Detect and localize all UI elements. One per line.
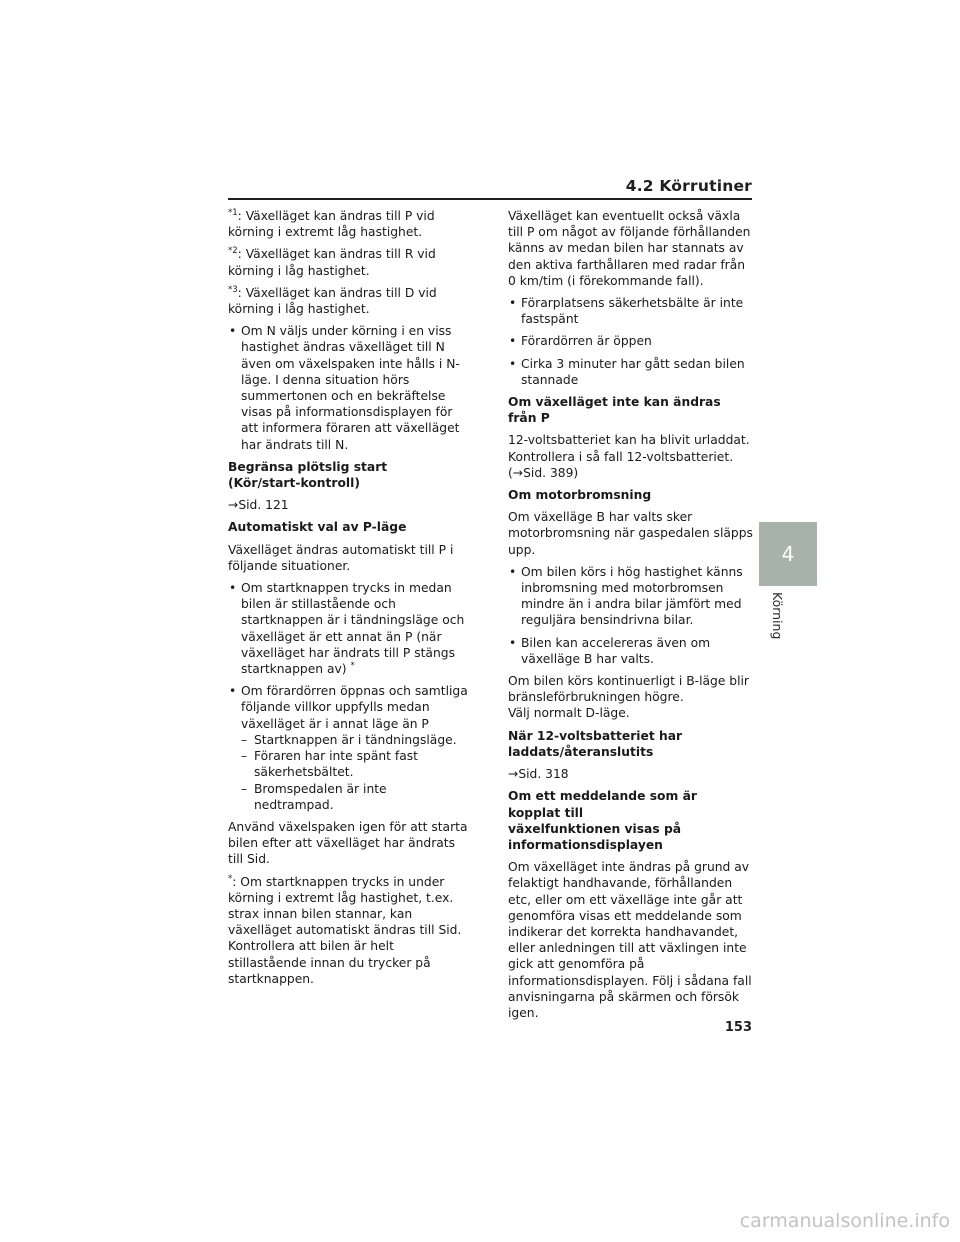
bullet-three-minutes: • Cirka 3 minuter har gått sedan bilen stannade [508,356,753,388]
battery-paragraph [508,432,753,481]
b-mode-paragraph [508,673,753,722]
engine-brake-intro: Om växelläge B har valts sker motorbromsning när gaspedalen släpps upp. [508,510,753,557]
heading-recharged [508,728,753,760]
ref-page-318-label: Sid. 318 [518,767,569,782]
dash-list [241,732,468,813]
ref-page-121-label: Sid. 121 [238,498,289,513]
bullet-door-open: • Förardörren är öppen [508,333,753,349]
heading-cannot-change: Om växelläget inte kan ändras från P [508,395,721,426]
heading-engine-brake: Om motorbromsning [508,488,652,503]
right-column [508,208,753,1027]
heading-message-line2: växelfunktionen visas på [508,821,682,836]
note-mark: * [228,873,233,884]
footnote-3-mark: *3 [228,284,238,295]
heading-start-control [228,459,468,491]
left-column [228,208,468,993]
heading-message [508,788,753,853]
b-mode-line2: Välj normalt D-läge. [508,706,630,721]
use-lever-text: Använd växelspaken igen för att starta bilen efter att växelläget har ändrats till Sid. [228,819,468,867]
message-text: Om växelläget inte ändras på grund av felaktigt handhavande, förhållanden etc, eller om ett växelläge inte går att genomföra visas ett meddelande som indikerar det korrekta handhavandet, eller anledningen till att växlingen inte gick att genomföra på informationsdisplayen. Följ i sådana fall anvisningarna på skärmen och försök igen. [508,860,752,1020]
footnote-1-text: : Växelläget kan ändras till P vid körning i extremt låg hastighet. [228,209,435,240]
bullet-accelerate: • Bilen kan accelereras även om växelläge B har valts. [508,635,753,667]
heading-start-line2: (Kör/start-kontroll) [228,476,360,491]
right-intro: Växelläget kan eventuellt också växla till P om något av följande förhållanden känns av medan bilen har stannats av den aktiva farthållaren med radar från 0 km/tim (i förekommande fall). [508,209,751,288]
footnote-2 [228,246,468,278]
bullet-start-button [228,580,468,677]
watermark: carmanualsonline.info [739,1210,950,1232]
bullet-high-speed: • Om bilen körs i hög hastighet känns inbromsning med motorbromsen mindre än i andra bilar jämfört med reguljära bensindrivna bilar. [508,564,753,629]
footnote-2-text: : Växelläget kan ändras till R vid körning i låg hastighet. [228,247,436,278]
note-text: : Om startknappen trycks in under körning i extremt låg hastighet, t.ex. strax innan bilen stannar, kan växelläget automatiskt ändras till Sid. Kontrollera att bilen är helt stillastående innan du trycker på startknappen. [228,874,462,986]
bullet-neutral: • Om N väljs under körning i en viss hastighet ändras växelläget till N även om växelspaken inte hålls i N-läge. I denna situation hörs summertonen och en bekräftelse visas på informationsdisplayen för att informera föraren att växelläget har ändrats till N. [228,323,468,453]
b-mode-line1: Om bilen körs kontinuerligt i B-läge blir bränsleförbrukningen högre. [508,674,749,705]
heading-auto-p: Automatiskt val av P-läge [228,520,407,535]
footnote-3 [228,285,468,317]
ref-page-318[interactable] [508,766,753,782]
chapter-label: Körning [770,592,785,640]
footnote-2-mark: *2 [228,246,238,257]
chapter-number: 4 [781,542,795,566]
ref-page-389[interactable]: (→Sid. 389) [508,465,579,480]
footnote-3-text: : Växelläget kan ändras till D vid körning i låg hastighet. [228,285,437,317]
bullet-start-text: Om startknappen trycks in medan bilen är stillastående och startknappen är i tändningsläge och växelläget är ett annat än P (när växelläget har ändrats till P stängs startknappen av) [241,581,465,677]
bullet-seatbelt: • Förarplatsens säkerhetsbälte är inte fastspänt [508,295,753,327]
dash-item: – Föraren har inte spänt fast säkerhetsbältet. [241,748,468,780]
auto-p-intro: Växelläget ändras automatiskt till P i följande situationer. [228,542,454,573]
page-number: 153 [724,1020,752,1035]
heading-recharged-line1: När 12-voltsbatteriet har [508,728,683,743]
chapter-tab [759,522,817,586]
dash-item: – Startknappen är i tändningsläge. [241,732,468,748]
dash-item: – Bromspedalen är inte nedtrampad. [241,781,468,813]
footnote-1-mark: *1 [228,208,238,218]
bullet-start-mark: * [350,661,355,672]
arrow-right-icon: → [508,767,519,782]
heading-start-line1: Begränsa plötslig start [228,459,388,474]
ref-page-121[interactable] [228,497,468,513]
note-start-button [228,874,468,987]
battery-text: 12-voltsbatteriet kan ha blivit urladdat. Kontrollera i så fall 12-voltsbatteriet. [508,433,750,464]
footnote-1 [228,208,468,240]
bullet-door-text: Om förardörren öppnas och samtliga följande villkor uppfylls medan växelläget är i annat läge än P [241,684,468,731]
heading-message-line3: informationsdisplayen [508,837,663,852]
bullet-driver-door [228,683,468,813]
arrow-right-icon: → [228,498,239,513]
heading-message-line1: Om ett meddelande som är kopplat till [508,789,697,820]
heading-recharged-line2: laddats/återanslutits [508,744,654,759]
section-title: 4.2 Körrutiner [625,177,752,195]
header-rule [228,198,752,200]
